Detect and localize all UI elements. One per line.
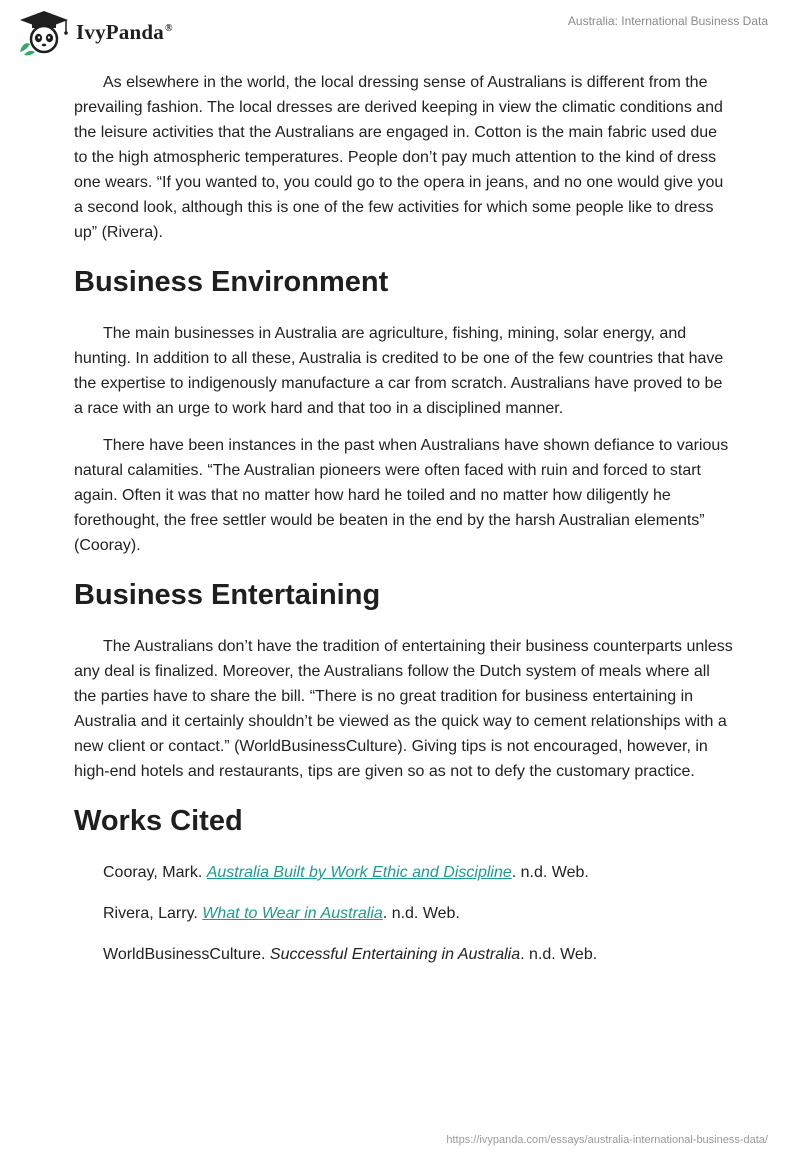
- source-url[interactable]: https://ivypanda.com/essays/australia-international-business-data/: [446, 1134, 768, 1146]
- section-heading-works-cited: Works Cited: [74, 805, 243, 837]
- citation-entry: [103, 860, 734, 885]
- citation-link[interactable]: Australia Built by Work Ethic and Discipline: [206, 864, 512, 881]
- paragraph: As elsewhere in the world, the local dressing sense of Australians is different from the prevailing fashion. The local dresses are derived keeping in view the climatic conditions and the leisure activities that the Australians are engaged in. Cotton is the main fabric used due to the high atmospheric temperatures. People don’t pay much attention to the kind of dress one wears. “If you wanted to, you could go to the opera in jeans, and no one would give you a second look, although this is one of the few activities for which some people like to dress up” (Rivera).: [74, 74, 724, 241]
- paragraph: The main businesses in Australia are agriculture, fishing, mining, solar energy, and hunting. In addition to all these, Australia is credited to be one of the few countries that have the expertise to indigenously manufacture a car from scratch. Australians have proved to be a race with an urge to work hard and that too in a disciplined manner.: [74, 325, 724, 417]
- citation-entry: [103, 942, 734, 967]
- citation-suffix: . n.d. Web.: [382, 905, 460, 922]
- citation-link[interactable]: What to Wear in Australia: [202, 905, 383, 922]
- citation-author: WorldBusinessCulture.: [103, 946, 270, 963]
- paragraph: There have been instances in the past when Australians have shown defiance to various natural calamities. “The Australian pioneers were often faced with ruin and forced to start again. Often it was that no matter how hard he toiled and no matter how diligently he forethought, the free settler would be beaten in the end by the harsh Australian elements” (Cooray).: [74, 437, 729, 554]
- ivypanda-logo[interactable]: [16, 8, 173, 56]
- citation-author: Rivera, Larry.: [103, 905, 203, 922]
- document-title: Australia: International Business Data: [567, 14, 768, 28]
- panda-graduate-icon: [16, 8, 72, 56]
- citation-suffix: . n.d. Web.: [520, 946, 598, 963]
- paragraph: The Australians don’t have the tradition of entertaining their business counterparts unless any deal is finalized. Moreover, the Australians follow the Dutch system of meals where all the parties have to share the bill. “There is no great tradition for business entertaining in Australia and it certainly shouldn’t be viewed as the quick way to cement relationships with a new client or contact.” (WorldBusinessCulture). Giving tips is not encouraged, however, in high-end hotels and restaurants, tips are given so as not to defy the customary practice.: [74, 638, 733, 780]
- citation-author: Cooray, Mark.: [103, 864, 207, 881]
- section-heading-business-environment: Business Environment: [74, 266, 389, 298]
- registered-mark: ®: [164, 22, 173, 34]
- page-header: [0, 0, 800, 60]
- citation-suffix: . n.d. Web.: [511, 864, 589, 881]
- citation-title: Successful Entertaining in Australia: [269, 946, 521, 963]
- citation-entry: [103, 901, 734, 926]
- logo-text: IvyPanda®: [76, 19, 173, 44]
- section-heading-business-entertaining: Business Entertaining: [74, 579, 381, 611]
- essay-content: [74, 70, 734, 983]
